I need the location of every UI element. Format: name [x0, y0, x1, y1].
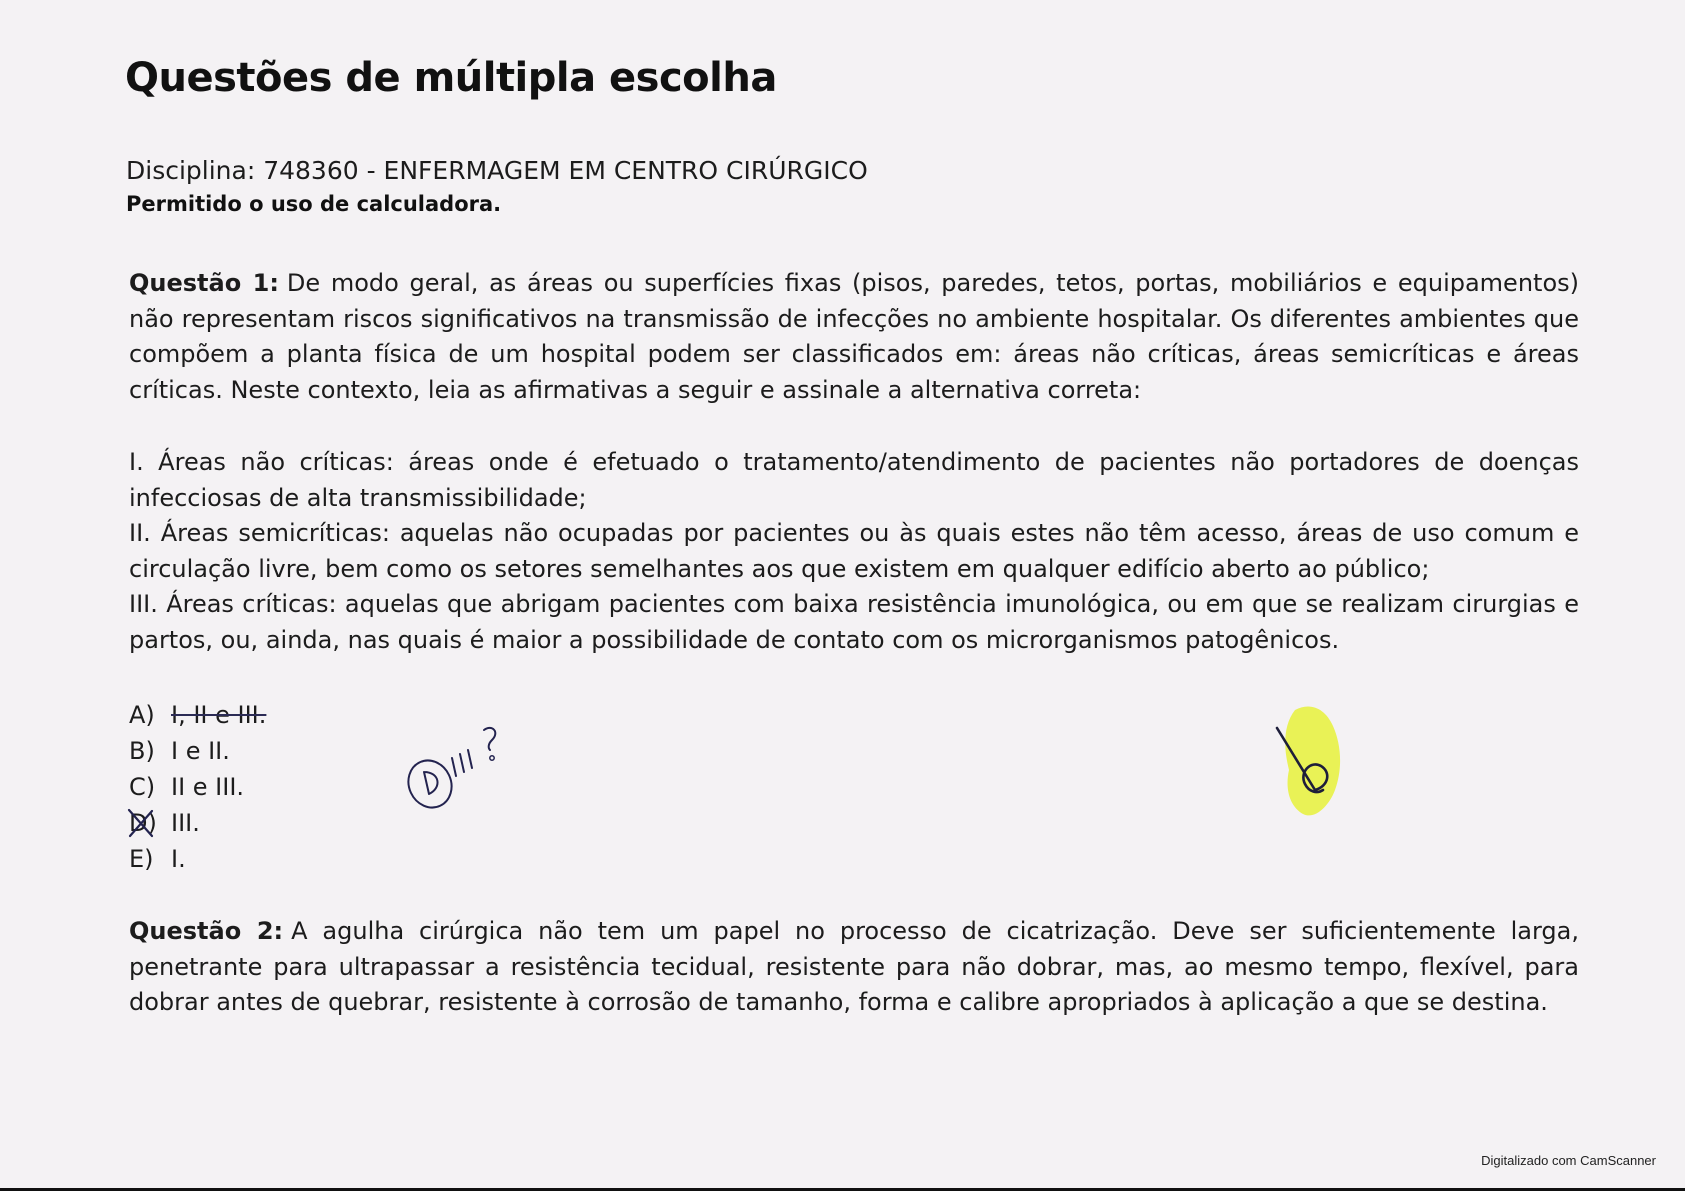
- option-text: II e III.: [171, 773, 245, 801]
- option-text: III.: [171, 809, 200, 837]
- option-c[interactable]: [129, 769, 266, 805]
- statement-1: I. Áreas não críticas: áreas onde é efetuado o tratamento/atendimento de pacientes não portadores de doenças infecciosas de alta transmissibilidade;: [129, 448, 1579, 512]
- option-b[interactable]: [129, 733, 266, 769]
- question-1-options: [129, 697, 266, 877]
- statement-3: III. Áreas críticas: aquelas que abrigam pacientes com baixa resistência imunológica, ou em que se realizam cirurgias e partos, ou, ainda, nas quais é maior a possibilidade de contato com os microrganismos patogênicos.: [129, 590, 1579, 654]
- statement-2: II. Áreas semicríticas: aquelas não ocupadas por pacientes ou às quais estes não têm acesso, áreas de uso comum e circulação livre, bem como os setores semelhantes aos que existem em qualquer edifício aberto ao público;: [129, 519, 1579, 583]
- option-letter: C): [129, 773, 156, 801]
- option-e[interactable]: [129, 841, 266, 877]
- calculator-note: Permitido o uso de calculadora.: [126, 192, 502, 216]
- highlighted-answer-d: [1255, 698, 1355, 828]
- question-2: [129, 914, 1579, 1021]
- question-1: [129, 266, 1579, 408]
- question-1-text: De modo geral, as áreas ou superfícies fixas (pisos, paredes, tetos, portas, mobiliários e equipamentos) não representam riscos significativos na transmissão de infecções no ambiente hospitalar. Os diferentes ambientes que compõem a planta física de um hospital podem ser classificados em: áreas não críticas, áreas semicríticas e áreas críticas. Neste contexto, leia as afirmativas a seguir e assinale a alternativa correta:: [129, 269, 1579, 404]
- question-2-text: A agulha cirúrgica não tem um papel no processo de cicatrização. Deve ser suficientemente larga, penetrante para ultrapassar a resistência tecidual, resistente para não dobrar, mas, ao mesmo tempo, flexível, para dobrar antes de quebrar, resistente à corrosão de tamanho, forma e calibre apropriados à aplicação a que se destina.: [129, 917, 1579, 1016]
- question-1-statements: [129, 445, 1579, 658]
- option-d[interactable]: [129, 805, 266, 841]
- question-2-label: Questão 2:: [129, 917, 284, 945]
- scanner-watermark: Digitalizado com CamScanner: [1481, 1153, 1656, 1168]
- option-letter: D): [129, 809, 157, 837]
- option-letter: B): [129, 737, 155, 765]
- option-letter: A): [129, 701, 155, 729]
- page-title: Questões de múltipla escolha: [125, 55, 777, 101]
- question-1-label: Questão 1:: [129, 269, 279, 297]
- option-letter: E): [129, 845, 154, 873]
- option-a[interactable]: [129, 697, 266, 733]
- handwritten-note-d-iii: [400, 720, 510, 820]
- option-text: I, II e III.: [171, 701, 267, 729]
- option-text: I e II.: [171, 737, 230, 765]
- discipline-line: Disciplina: 748360 - ENFERMAGEM EM CENTRO CIRÚRGICO: [126, 156, 868, 185]
- option-text: I.: [171, 845, 186, 873]
